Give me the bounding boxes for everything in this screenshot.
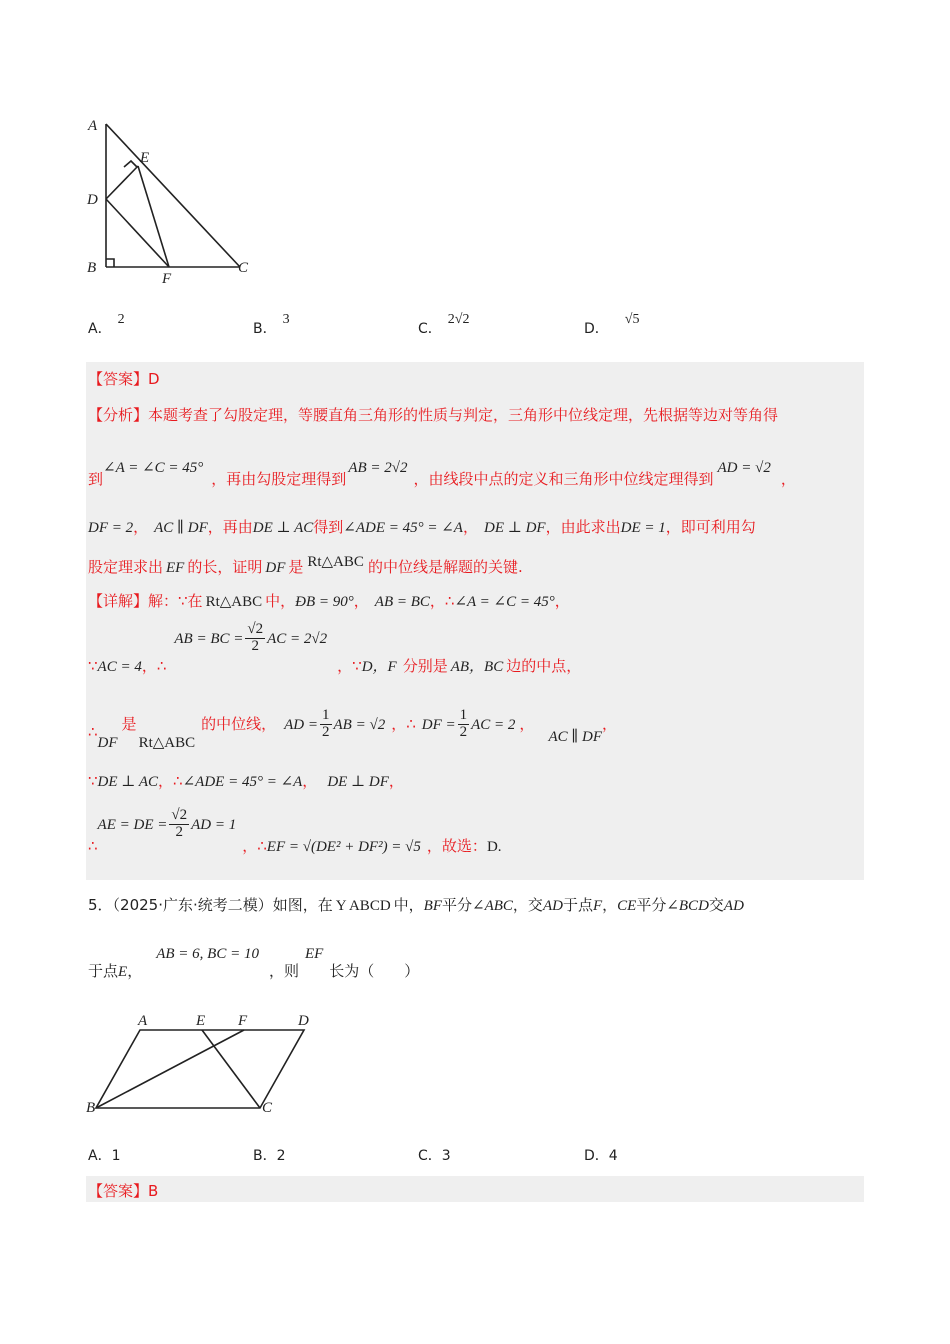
- analysis-line-2: 到∠A = ∠C = 45°，再由勾股定理得到AB = 2√2，由线段中点的定义和三角形中位线定理得到AD = √2，: [88, 460, 796, 488]
- label-B: B: [86, 1100, 96, 1116]
- detail-line-4: ∵DE ⊥ AC，∴∠ADE = 45° = ∠A， DE ⊥ DF，: [88, 772, 404, 790]
- detail-line-2: ∵AC = 4，∴AB = BC = $\frac{√2}{2}$ AC = 2√2，∵D，F 分别是 AB，BC 边的中点，: [88, 621, 582, 675]
- option-c[interactable]: C．2√2: [418, 312, 470, 337]
- answer-q5: 【答案】B: [88, 1182, 159, 1200]
- analysis-line-4: 股定理求出 EF 的长，证明 DF 是 Rt△ABC 的中位线是解题的关键.: [88, 554, 523, 576]
- parallelogram-figure: [80, 1008, 320, 1120]
- detail-line-3: ∴DF是Rt△ABC的中位线， AD = $\frac{1}{2}$ AB = √2 ，∴ DF = $\frac{1}{2}$ AC = 2 ，AC ∥ DF，: [88, 707, 618, 751]
- answer-q4: 【答案】D: [88, 370, 160, 388]
- detail-line-1: 【详解】解：∵在 Rt△ABC 中，ÐB = 90°， AB = BC，∴∠A = ∠C = 45°，: [88, 592, 570, 610]
- label-F: F: [238, 1013, 248, 1029]
- option-a[interactable]: A．2: [88, 312, 125, 337]
- label-B: B: [87, 260, 97, 276]
- option-a[interactable]: A．1: [88, 1148, 121, 1164]
- analysis-line-1: 【分析】本题考查了勾股定理，等腰直角三角形的性质与判定，三角形中位线定理，先根据等边对等角得: [88, 406, 779, 424]
- option-b[interactable]: B．2: [253, 1148, 286, 1164]
- label-D: D: [298, 1013, 309, 1029]
- option-b[interactable]: B．3: [253, 312, 290, 337]
- option-d[interactable]: D．√5: [584, 312, 640, 337]
- label-F: F: [162, 271, 172, 287]
- label-E: E: [140, 150, 150, 166]
- triangle-figure: [80, 110, 270, 290]
- label-C: C: [238, 260, 249, 276]
- option-c[interactable]: C．3: [418, 1148, 451, 1164]
- analysis-line-3: DF = 2， AC ∥ DF，再由DE ⊥ AC得到∠ADE = 45° = ∠A， DE ⊥ DF，由此求出DE = 1，即可利用勾: [88, 518, 756, 536]
- detail-line-5: ∴AE = DE = $\frac{√2}{2}$ AD = 1，∴EF = √(DE² + DF²) = √5 ，故选：D.: [88, 807, 502, 855]
- label-A: A: [88, 118, 98, 134]
- question-5-line-2: 于点E，AB = 6, BC = 10，则EF长为（ ）: [88, 946, 420, 980]
- solution-block-q5: [86, 1176, 864, 1202]
- question-5-line-1: 5．（2025·广东·统考二模）如图，在 Y ABCD 中，BF平分∠ABC，交AD于点F，CE平分∠BCD交AD: [88, 896, 744, 914]
- label-A: A: [138, 1013, 148, 1029]
- label-D: D: [87, 192, 98, 208]
- label-C: C: [262, 1100, 273, 1116]
- option-d[interactable]: D．4: [584, 1148, 618, 1164]
- solution-block-q4: [86, 362, 864, 880]
- label-E: E: [196, 1013, 206, 1029]
